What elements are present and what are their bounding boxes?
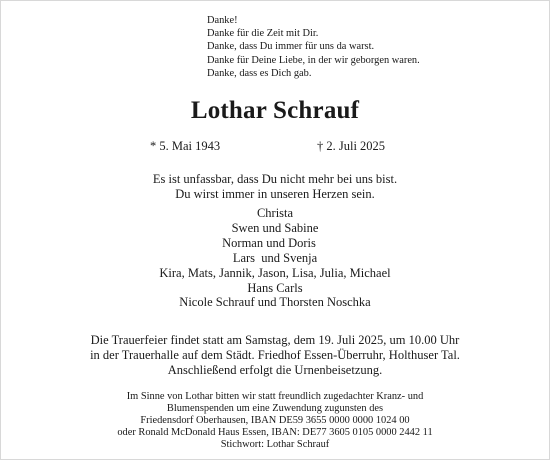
- quote-line: Du wirst immer in unseren Herzen sein.: [175, 186, 375, 201]
- deceased-name: Lothar Schrauf: [190, 97, 360, 124]
- mourner-line: Kira, Mats, Jannik, Jason, Lisa, Julia, Michael: [159, 265, 391, 280]
- death-date: † 2. Juli 2025: [317, 139, 386, 153]
- service-line: Die Trauerfeier findet statt am Samstag, dem 19. Juli 2025, um 10.00 Uhr: [90, 333, 460, 347]
- donation-line: Stichwort: Lothar Schrauf: [220, 439, 330, 451]
- birth-date: * 5. Mai 1943: [150, 139, 221, 153]
- poem-line: Danke, dass es Dich gab.: [207, 67, 312, 79]
- mourner-line: Hans Carls: [247, 280, 303, 295]
- service-line: Anschließend erfolgt die Urnenbeisetzung.: [167, 362, 383, 377]
- mourner-line: Norman und Doris: [222, 235, 316, 250]
- quote-line: Es ist unfassbar, dass Du nicht mehr bei uns bist.: [152, 172, 398, 186]
- poem: [207, 14, 420, 80]
- mourners-list: [0, 206, 550, 310]
- service-line: in der Trauerhalle auf dem Städt. Friedhof Essen-Überruhr, Holthuser Tal.: [90, 347, 460, 362]
- poem-line: Danke, dass Du immer für uns da warst.: [207, 41, 375, 53]
- mourner-line: Lars und Svenja: [232, 250, 318, 265]
- poem-line: Danke für die Zeit mit Dir.: [207, 28, 319, 40]
- donation-line: Im Sinne von Lothar bitten wir statt freundlich zugedachter Kranz- und: [126, 391, 424, 402]
- funeral-service-info: [0, 333, 550, 378]
- poem-line: Danke für Deine Liebe, in der wir geborgen waren.: [207, 54, 420, 66]
- mourner-line: Christa: [256, 206, 294, 220]
- donation-request: [0, 391, 550, 451]
- donation-line: Blumenspenden um eine Zuwendung zugunsten des: [166, 403, 384, 415]
- donation-line: oder Ronald McDonald Haus Essen, IBAN: DE77 3605 0105 0000 2442 11: [117, 427, 433, 439]
- poem-line: Danke!: [207, 15, 238, 26]
- donation-line: Friedensdorf Oberhausen, IBAN DE59 3655 0000 0000 1024 00: [140, 415, 410, 427]
- memorial-quote: [0, 172, 550, 202]
- mourner-line: Swen und Sabine: [231, 220, 319, 235]
- mourner-line: Nicole Schrauf und Thorsten Noschka: [179, 295, 371, 310]
